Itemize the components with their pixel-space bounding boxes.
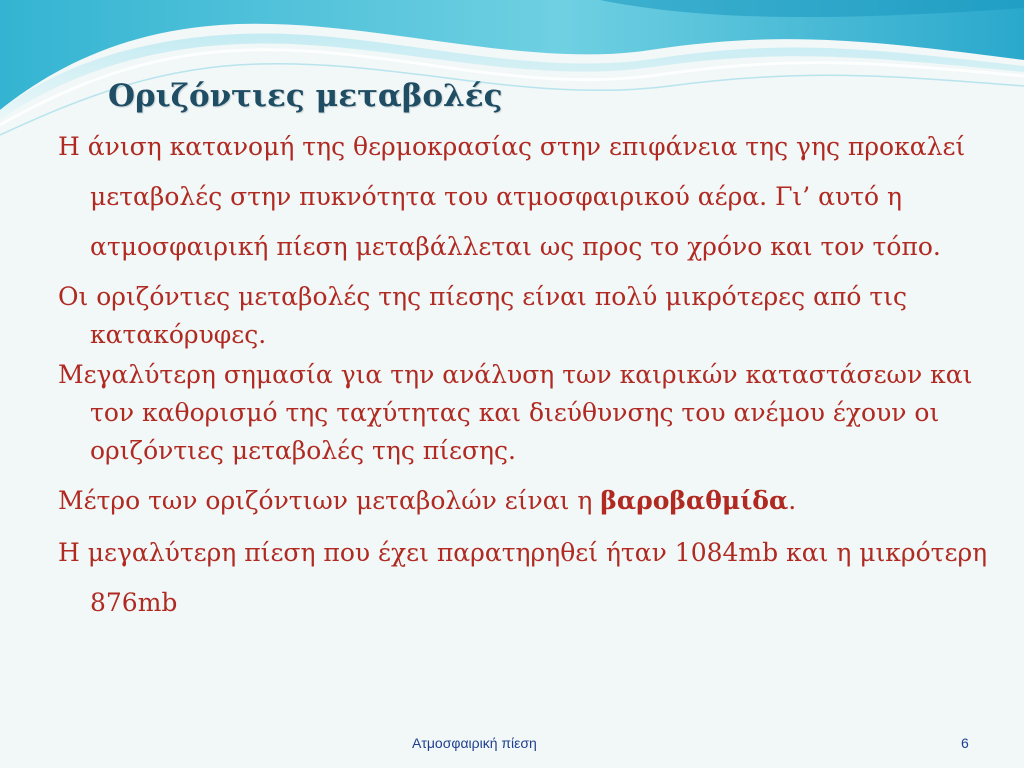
page-number: 6: [961, 735, 969, 751]
slide-body: [58, 120, 988, 628]
paragraph-pressure-gradient: [58, 482, 988, 520]
paragraph-pressure-extremes: Η μεγαλύτερη πίεση που έχει παρατηρηθεί ήταν 1084mb και η μικρότερη 876mb: [58, 538, 988, 617]
footer-text: Ατμοσφαιρική πίεση: [412, 735, 537, 751]
slide-title: Οριζόντιες μεταβολές: [108, 78, 503, 114]
pressure-gradient-term: βαροβαθμίδα: [600, 486, 789, 515]
paragraph-horizontal-variations: Οι οριζόντιες μεταβολές της πίεσης είναι πολύ μικρότερες από τις κατακόρυφες.: [58, 282, 908, 349]
paragraph-temperature-distribution: Η άνιση κατανομή της θερμοκρασίας στην επιφάνεια της γης προκαλεί μεταβολές στην πυκνότητα του ατμοσφαιρικού αέρα. Γι’ αυτό η ατμοσφαιρική πίεση μεταβάλλεται ως προς το χρόνο και τον τόπο.: [58, 132, 966, 261]
paragraph-pressure-gradient-prefix: Μέτρο των οριζόντιων μεταβολών είναι η: [58, 486, 601, 515]
decorative-wave-header: [0, 0, 1024, 140]
paragraph-weather-analysis: Μεγαλύτερη σημασία για την ανάλυση των καιρικών καταστάσεων και τον καθορισμό της ταχύτητας και διεύθυνσης του ανέμου έχουν οι οριζόντιες μεταβολές της πίεσης.: [58, 360, 973, 465]
paragraph-pressure-gradient-suffix: .: [788, 486, 797, 515]
